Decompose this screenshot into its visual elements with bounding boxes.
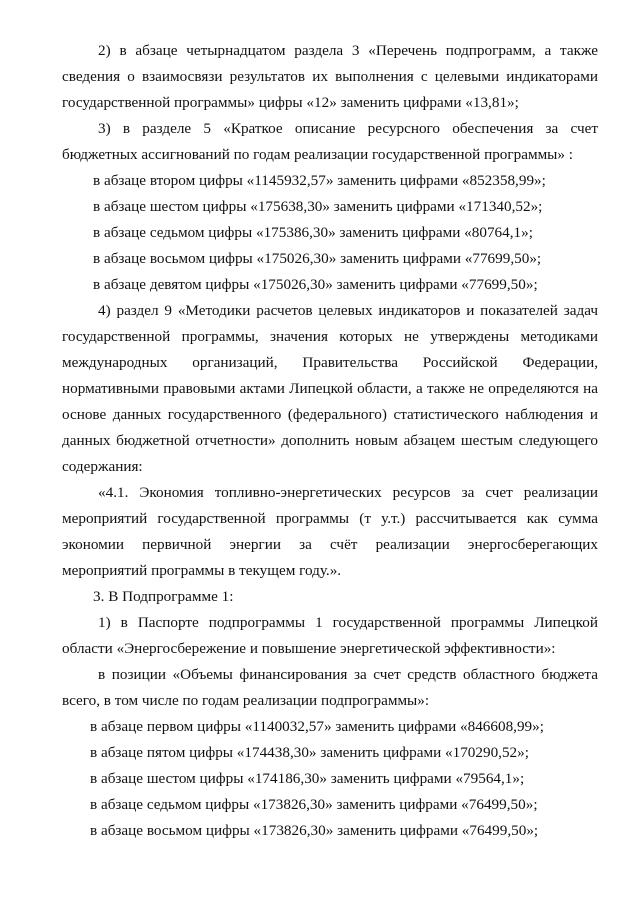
paragraph-funding-position: в позиции «Объемы финансирования за счет средств областного бюджета всего, в том числе по годам реализации подпрограммы»: [62, 666, 598, 709]
paragraph-section3-amendment: 2) в абзаце четырнадцатом раздела 3 «Перечень подпрограмм, а также сведения о взаимосвязи результатов их выполнения с целевыми индикаторами государственной программы» цифры «12» заменить цифрами «13,81»; [62, 42, 598, 111]
item-sub-paragraph-fifth: в абзаце пятом цифры «174438,30» заменить цифрами «170290,52»; [90, 744, 529, 761]
item-paragraph-seventh: в абзаце седьмом цифры «175386,30» заменить цифрами «80764,1»; [93, 224, 533, 241]
item-sub-paragraph-eighth: в абзаце восьмом цифры «173826,30» заменить цифрами «76499,50»; [90, 822, 539, 839]
heading-subprogram-1: 3. В Подпрограмме 1: [93, 588, 234, 605]
paragraph-section5-intro: 3) в разделе 5 «Краткое описание ресурсного обеспечения за счет бюджетных ассигнований по годам реализации государственной программы» : [62, 120, 598, 163]
paragraph-section9-amendment: 4) раздел 9 «Методики расчетов целевых индикаторов и показателей задач государственной программы, значения которых не утверждены методиками международных организаций, Правительства Российской Федерации, нормативными правовыми актами Липецкой области, а также не определяются на основе данных государственного (федерального) статистического наблюдения и данных бюджетной отчетности» дополнить новым абзацем шестым следующего содержания: [62, 302, 598, 475]
item-sub-paragraph-seventh: в абзаце седьмом цифры «173826,30» заменить цифрами «76499,50»; [90, 796, 538, 813]
item-sub-paragraph-first: в абзаце первом цифры «1140032,57» заменить цифрами «846608,99»; [90, 718, 544, 735]
paragraph-passport-subprogram-1: 1) в Паспорте подпрограммы 1 государственной программы Липецкой области «Энергосбережение и повышение энергетической эффективности»: [62, 614, 598, 657]
item-paragraph-ninth: в абзаце девятом цифры «175026,30» заменить цифрами «77699,50»; [93, 276, 538, 293]
item-sub-paragraph-sixth: в абзаце шестом цифры «174186,30» заменить цифрами «79564,1»; [90, 770, 525, 787]
paragraph-quote-4-1: «4.1. Экономия топливно-энергетических ресурсов за счет реализации мероприятий государственной программы (т у.т.) рассчитывается как сумма экономии первичной энергии за счёт реализации энергосберегающих мероприятий программы в текущем году.». [62, 484, 598, 579]
item-paragraph-sixth: в абзаце шестом цифры «175638,30» заменить цифрами «171340,52»; [93, 198, 543, 215]
item-paragraph-second: в абзаце втором цифры «1145932,57» заменить цифрами «852358,99»; [93, 172, 546, 189]
item-paragraph-eighth: в абзаце восьмом цифры «175026,30» заменить цифрами «77699,50»; [93, 250, 542, 267]
